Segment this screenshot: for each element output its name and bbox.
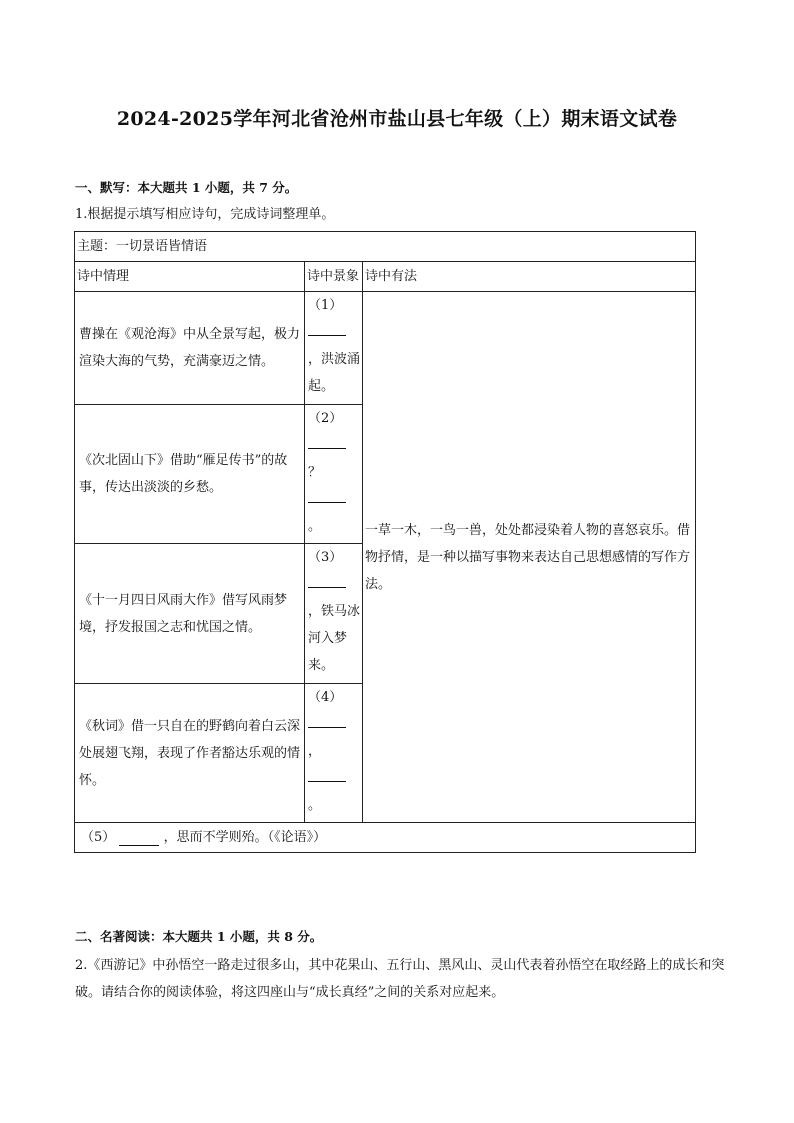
scene-text: ，洪波涌起。 <box>308 352 361 394</box>
scene-text: ？ <box>308 465 322 480</box>
exam-title: 2024-2025学年河北省沧州市盐山县七年级（上）期末语文试卷 <box>116 108 678 130</box>
answer-blank[interactable] <box>308 765 362 792</box>
scene-text: 。 <box>308 798 322 813</box>
scene-cell-1 <box>305 292 363 405</box>
emotion-cell-3: 《十一月四日风雨大作》借写风雨梦境，抒发报国之志和忧国之情。 <box>75 544 305 684</box>
emotion-cell-4: 《秋词》借一只自在的野鹤向着白云深处展翅飞翔，表现了作者豁达乐观的情怀。 <box>75 684 305 823</box>
scene-text: ，铁马冰河入梦来。 <box>308 604 361 673</box>
footer-row <box>75 823 696 853</box>
question1-text: 1.根据提示填写相应诗句，完成诗词整理单。 <box>75 207 335 222</box>
footer-cell <box>75 823 696 853</box>
footer-text: ，思而不学则殆。（《论语》） <box>163 830 327 845</box>
header-row <box>75 262 696 292</box>
poem-table <box>74 231 696 853</box>
scene-text: ， <box>308 744 322 759</box>
header-emotion: 诗中情理 <box>75 262 305 292</box>
item-number: （4） <box>308 690 343 705</box>
question2-text: 2.《西游记》中孙悟空一路走过很多山，其中花果山、五行山、黑风山、灵山代表着孙悟空在取经路上的成长和突破。请结合你的阅读体验，将这四座山与“成长真经”之间的关系对应起来。 <box>75 958 725 1000</box>
theme-row <box>75 232 696 262</box>
answer-blank[interactable] <box>308 711 362 738</box>
theme-cell: 主题：一切景语皆情语 <box>75 232 696 262</box>
scene-cell-2 <box>305 405 363 544</box>
method-cell: 一草一木，一鸟一兽，处处都浸染着人物的喜怒哀乐。借物抒情，是一种以描写事物来表达自己思想感情的写作方法。 <box>363 292 696 823</box>
answer-blank[interactable] <box>308 319 362 346</box>
header-scene: 诗中景象 <box>305 262 363 292</box>
item-number: （1） <box>308 298 343 313</box>
item-number: （2） <box>308 411 343 426</box>
answer-blank[interactable] <box>308 571 362 598</box>
answer-blank[interactable] <box>308 432 362 459</box>
emotion-cell-1: 曹操在《观沧海》中从全景写起，极力渲染大海的气势，充满豪迈之情。 <box>75 292 305 405</box>
scene-cell-3 <box>305 544 363 684</box>
answer-blank[interactable] <box>308 486 362 513</box>
section1-heading: 一、默写：本大题共 1 小题，共 7 分。 <box>75 180 298 195</box>
item-number: （3） <box>308 550 343 565</box>
emotion-cell-2: 《次北固山下》借助“雁足传书”的故事，传达出淡淡的乡愁。 <box>75 405 305 544</box>
scene-text: 。 <box>308 519 322 534</box>
answer-blank[interactable] <box>119 829 159 846</box>
scene-cell-4 <box>305 684 363 823</box>
item-number: （5） <box>81 830 116 845</box>
section2-heading: 二、名著阅读：本大题共 1 小题，共 8 分。 <box>75 929 323 944</box>
poem-row-1 <box>75 292 696 405</box>
header-method: 诗中有法 <box>363 262 696 292</box>
